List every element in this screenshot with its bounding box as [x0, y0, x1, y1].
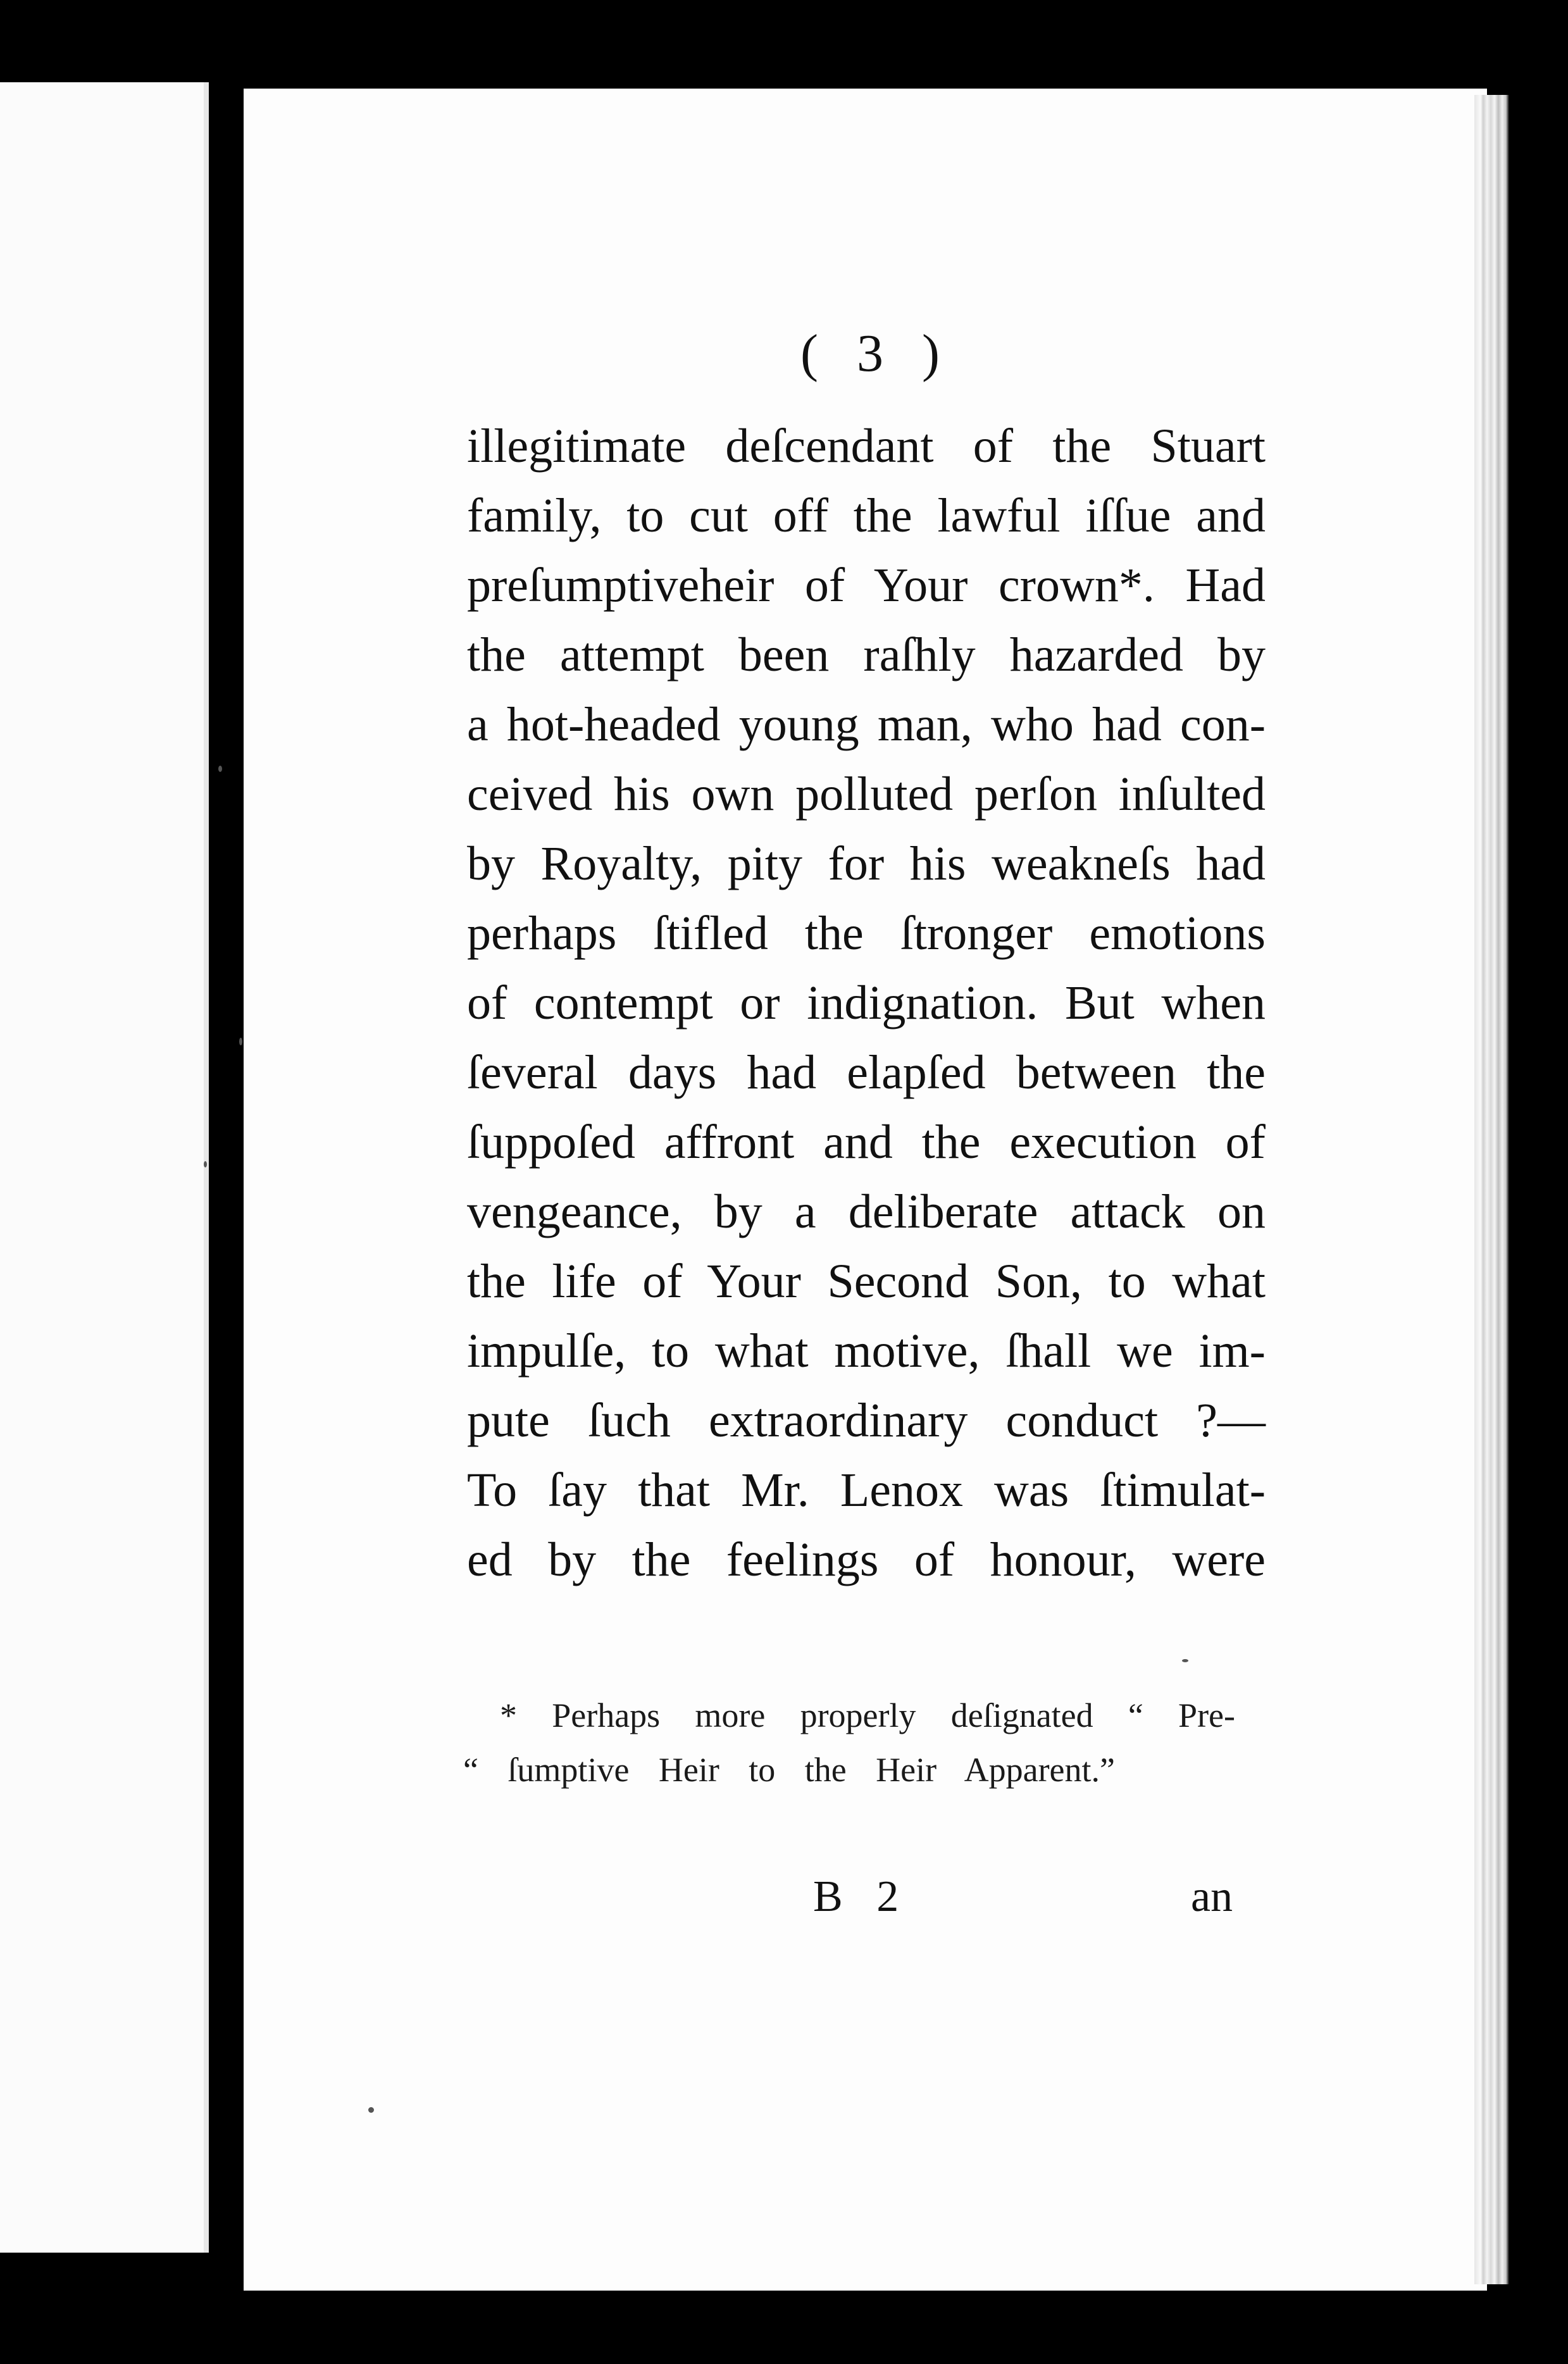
ink-speck [218, 766, 222, 772]
body-line: To ſay that Mr. Lenox was ſtimulat- [467, 1464, 1266, 1517]
page-number: ( 3 ) [800, 324, 952, 383]
body-line: ſuppoſed affront and the execution of [467, 1116, 1266, 1169]
body-line: illegitimate deſcendant of the Stuart [467, 420, 1266, 473]
ink-speck [368, 2107, 374, 2113]
catchword: an [1191, 1872, 1233, 1921]
body-line: the attempt been raſhly hazarded by [467, 628, 1266, 681]
body-line: pute ſuch extraordinary conduct ?— [467, 1394, 1266, 1447]
signature-mark: B 2 [813, 1872, 911, 1921]
body-line: perhaps ſtifled the ſtronger emotions [467, 907, 1266, 960]
body-line: the life of Your Second Son, to what [467, 1255, 1266, 1308]
body-line: vengeance, by a deliberate attack on [467, 1185, 1266, 1238]
page-edges [1474, 95, 1509, 2284]
body-line: ed by the feelings of honour, were [467, 1533, 1266, 1586]
body-line: of contempt or indignation. But when [467, 976, 1266, 1030]
gutter-edge [204, 82, 209, 2253]
facing-page [0, 82, 204, 2253]
footnote-line: “ ſumptive Heir to the Heir Apparent.” [463, 1751, 1115, 1789]
body-line: preſumptiveheir of Your crown*. Had [467, 559, 1266, 612]
body-line: impulſe, to what motive, ſhall we im- [467, 1324, 1266, 1378]
body-line: family, to cut off the lawful iſſue and [467, 489, 1266, 542]
footnote-line: * Perhaps more properly deſignated “ Pre- [500, 1696, 1235, 1734]
ink-speck [1182, 1659, 1188, 1662]
body-line: ceived his own polluted perſon inſulted [467, 768, 1266, 821]
body-line: a hot-headed young man, who had con- [467, 698, 1266, 751]
body-line: ſeveral days had elapſed between the [467, 1046, 1266, 1099]
ink-speck [239, 1038, 242, 1045]
ink-speck [204, 1161, 207, 1167]
body-line: by Royalty, pity for his weakneſs had [467, 837, 1266, 890]
